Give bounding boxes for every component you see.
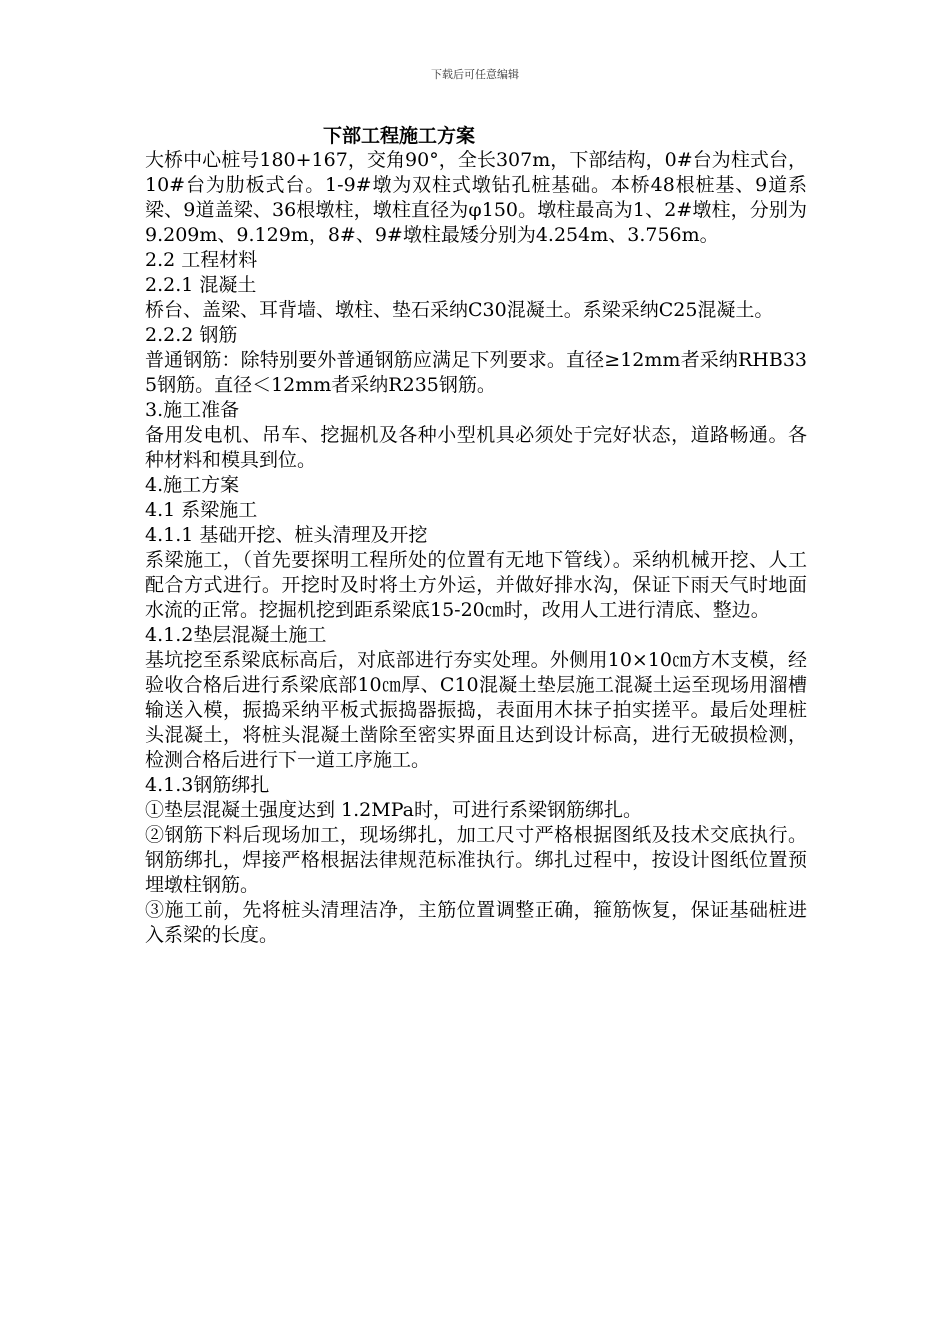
paragraph-excavation: 系梁施工，（首先要探明工程所处的位置有无地下管线）。采纳机械开挖、人工配合方式进行。开挖时及时将土方外运，并做好排水沟，保证下雨天气时地面水流的正常。挖掘机挖到距系梁底15-20㎝时，改用人工进行清底、整边。 (145, 549, 807, 621)
paragraph-concrete: 桥台、盖梁、耳背墙、墩柱、垫石采纳C30混凝土。系梁采纳C25混凝土。 (145, 299, 774, 321)
heading-preparation: 3.施工准备 (145, 399, 240, 421)
document-title: 下部工程施工方案 (323, 125, 476, 147)
header-note: 下载后可任意编辑 (431, 68, 519, 81)
paragraph-rebar-tying-2: ②钢筋下料后现场加工，现场绑扎，加工尺寸严格根据图纸及技术交底执行。钢筋绑扎，焊接严格根据法律规范标准执行。绑扎过程中，按设计图纸位置预埋墩柱钢筋。 (145, 824, 807, 896)
heading-rebar: 2.2.2 钢筋 (145, 324, 238, 346)
document-body (145, 124, 807, 948)
heading-tie-beam: 4.1 系梁施工 (145, 499, 258, 521)
heading-plan: 4.施工方案 (145, 474, 240, 496)
paragraph-rebar-tying-1: ①垫层混凝土强度达到 1.2MPa时，可进行系梁钢筋绑扎。 (145, 799, 642, 821)
paragraph-overview: 大桥中心桩号180+167，交角90°，全长307m，下部结构，0#台为柱式台，10#台为肋板式台。1-9#墩为双柱式墩钻孔桩基础。本桥48根桩基、9道系梁、9道盖梁、36根墩柱，墩柱直径为φ150。墩柱最高为1、2#墩柱，分别为9.209m、9.129m，8#、9#墩柱最矮分别为4.254m、3.756m。 (145, 149, 807, 246)
heading-rebar-tying: 4.1.3钢筋绑扎 (145, 774, 270, 796)
heading-cushion-concrete: 4.1.2垫层混凝土施工 (145, 624, 327, 646)
paragraph-cushion-concrete: 基坑挖至系梁底标高后，对底部进行夯实处理。外侧用10×10㎝方木支模，经验收合格后进行系梁底部10㎝厚、C10混凝土垫层施工混凝土运至现场用溜槽输送入模，振捣采纳平板式振捣器振捣，表面用木抹子拍实搓平。最后处理桩头混凝土，将桩头混凝土凿除至密实界面且达到设计标高，进行无破损检测，检测合格后进行下一道工序施工。 (145, 649, 807, 771)
paragraph-rebar-tying-3: ③施工前，先将桩头清理洁净，主筋位置调整正确，箍筋恢复，保证基础桩进入系梁的长度。 (145, 899, 807, 946)
paragraph-rebar: 普通钢筋：除特别要外普通钢筋应满足下列要求。直径≥12mm者采纳RHB335钢筋。直径＜12mm者采纳R235钢筋。 (145, 349, 807, 396)
heading-materials: 2.2 工程材料 (145, 249, 258, 271)
heading-excavation: 4.1.1 基础开挖、桩头清理及开挖 (145, 524, 428, 546)
heading-concrete: 2.2.1 混凝土 (145, 274, 257, 296)
paragraph-preparation: 备用发电机、吊车、挖掘机及各种小型机具必须处于完好状态，道路畅通。各种材料和模具到位。 (145, 424, 807, 471)
